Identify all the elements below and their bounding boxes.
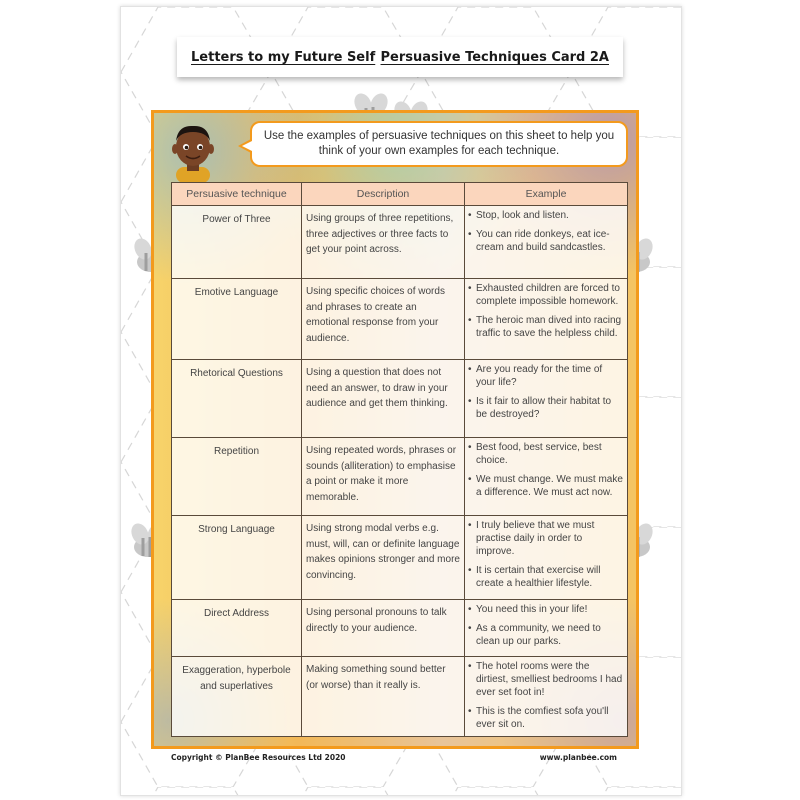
persuasive-techniques-table <box>171 182 628 737</box>
example-cell <box>465 516 628 600</box>
technique-cell: Power of Three <box>172 206 302 279</box>
table-row <box>172 516 628 600</box>
description-cell: Using personal pronouns to talk directly to your audience. <box>302 600 465 657</box>
example-cell <box>465 600 628 657</box>
example-cell <box>465 438 628 516</box>
speech-bubble-text <box>264 129 614 159</box>
example-item: • As a community, we need to clean up our parks. <box>468 622 623 648</box>
example-cell <box>465 206 628 279</box>
example-item: • I truly believe that we must practise daily in order to improve. <box>468 519 623 558</box>
table-row <box>172 279 628 360</box>
website-link[interactable]: www.planbee.com <box>539 753 617 762</box>
boy-avatar-icon <box>162 119 224 183</box>
worksheet-page <box>120 6 682 796</box>
technique-cell: Emotive Language <box>172 279 302 360</box>
copyright-text: Copyright © PlanBee Resources Ltd 2020 <box>171 753 346 762</box>
table-header-row <box>172 183 628 206</box>
table-row <box>172 438 628 516</box>
example-item: • We must change. We must make a difference. We must act now. <box>468 473 623 499</box>
description-cell: Using repeated words, phrases or sounds (alliteration) to emphasise a point or make it more memorable. <box>302 438 465 516</box>
example-item: • Is it fair to allow their habitat to be destroyed? <box>468 395 623 421</box>
speech-bubble-tail-fill <box>242 141 252 151</box>
example-cell <box>465 657 628 737</box>
example-item: • Stop, look and listen. <box>468 209 623 222</box>
column-header: Description <box>302 183 465 206</box>
table-row <box>172 360 628 438</box>
page-footer <box>171 753 617 762</box>
example-item: • The hotel rooms were the dirtiest, smelliest bedrooms I had ever set foot in! <box>468 660 623 699</box>
bubble-line-2: think of your own examples for each technique. <box>318 145 560 157</box>
example-item: • Are you ready for the time of your life? <box>468 363 623 389</box>
card-title: Persuasive Techniques Card 2A <box>380 49 609 65</box>
technique-cell: Rhetorical Questions <box>172 360 302 438</box>
worksheet-title: Letters to my Future Self <box>191 49 376 65</box>
table-row <box>172 206 628 279</box>
description-cell: Using strong modal verbs e.g. must, will, can or definite language makes opinions stronger and more convincing. <box>302 516 465 600</box>
example-cell <box>465 279 628 360</box>
column-header: Example <box>465 183 628 206</box>
title-banner <box>177 37 623 77</box>
technique-cell: Exaggeration, hyperbole and superlatives <box>172 657 302 737</box>
example-item: • You can ride donkeys, eat ice-cream and build sandcastles. <box>468 228 623 254</box>
description-cell: Making something sound better (or worse) than it really is. <box>302 657 465 737</box>
example-item: • You need this in your life! <box>468 603 623 616</box>
technique-cell: Strong Language <box>172 516 302 600</box>
table-row <box>172 600 628 657</box>
description-cell: Using specific choices of words and phrases to create an emotional response from your audience. <box>302 279 465 360</box>
content-frame <box>151 110 639 749</box>
bubble-line-1: Use the examples of persuasive techniques on this sheet to help you <box>263 130 615 142</box>
description-cell: Using a question that does not need an answer, to draw in your audience and get them thinking. <box>302 360 465 438</box>
example-item: • The heroic man dived into racing traffic to save the helpless child. <box>468 314 623 340</box>
example-item: • It is certain that exercise will create a healthier lifestyle. <box>468 564 623 590</box>
column-header: Persuasive technique <box>172 183 302 206</box>
example-cell <box>465 360 628 438</box>
example-item: • Exhausted children are forced to complete impossible homework. <box>468 282 623 308</box>
example-item: • Best food, best service, best choice. <box>468 441 623 467</box>
technique-cell: Direct Address <box>172 600 302 657</box>
example-item: • This is the comfiest sofa you'll ever sit on. <box>468 705 623 731</box>
technique-cell: Repetition <box>172 438 302 516</box>
table-row <box>172 657 628 737</box>
description-cell: Using groups of three repetitions, three adjectives or three facts to get your point across. <box>302 206 465 279</box>
speech-bubble <box>250 121 628 167</box>
